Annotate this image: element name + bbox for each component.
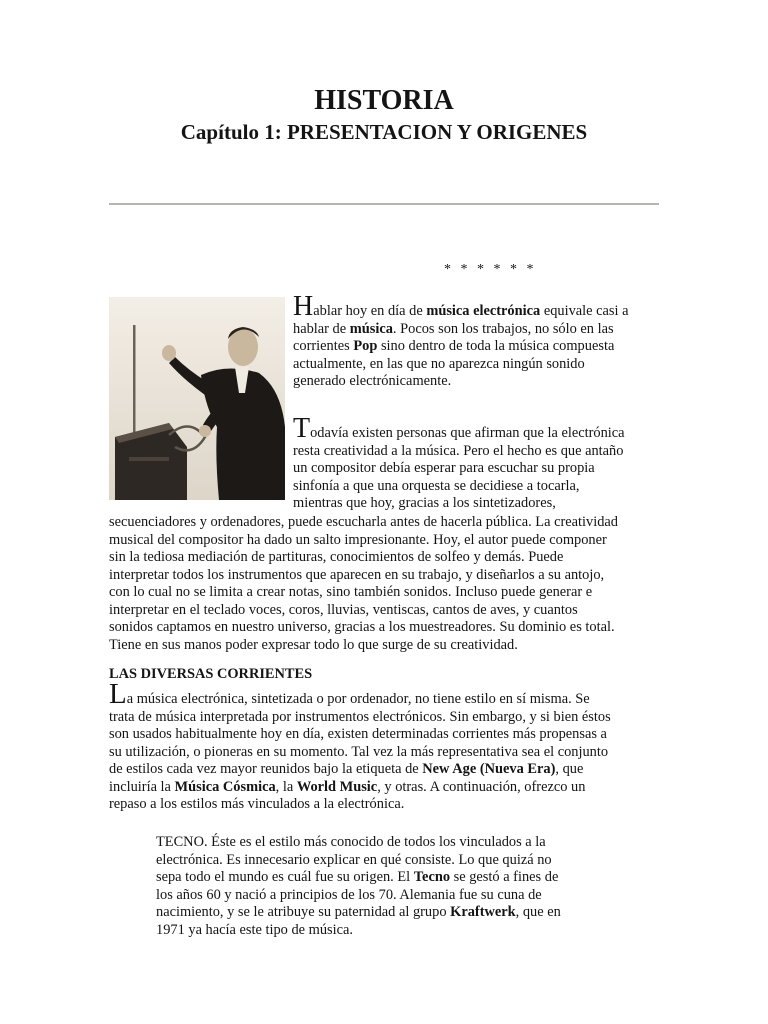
- creativity-line-2: resta creatividad a la música. Pero el hecho es que antaño: [293, 442, 624, 459]
- currents-line-4: su utilización, o pioneras en su momento. Tal vez la más representativa sea el conjunto: [109, 743, 609, 760]
- tecno-line-6: 1971 ya hacía este tipo de música.: [156, 921, 354, 938]
- text-run: hablar de: [293, 320, 350, 337]
- page-title: HISTORIA: [314, 85, 454, 116]
- drop-cap: H: [293, 291, 314, 322]
- creativity-line-12: sonidos captamos en nuestro universo, gracias a los muestreadores. Su dominio es total.: [109, 619, 615, 635]
- intro-line-5: generado electrónicamente.: [293, 373, 452, 389]
- creativity-line-5: mientras que hoy, gracias a los sintetizadores,: [293, 495, 556, 511]
- creativity-line-10: con lo cual no se limita a crear notas, sino también sonidos. Incluso puede generar e: [109, 584, 593, 600]
- currents-line-6: [109, 779, 649, 797]
- currents-line-2: trata de música interpretada por instrumentos electrónicos. Sin embargo, y si bien éstos: [109, 708, 611, 725]
- text-run: odavía existen personas que afirman que la electrónica: [310, 425, 625, 441]
- text-run: . Pocos son los trabajos, no sólo en las: [392, 320, 614, 337]
- creativity-line-1: [293, 413, 663, 444]
- chapter-subtitle: Capítulo 1: PRESENTACION Y ORIGENES: [180, 120, 588, 144]
- intro-paragraph: [293, 291, 663, 391]
- text-run: equivale casi a: [540, 303, 629, 319]
- horizontal-divider: [109, 203, 659, 205]
- creativity-paragraph-top: [293, 413, 663, 513]
- bold-term: música: [349, 320, 393, 337]
- text-run: a música electrónica, sintetizada o por ordenador, no tiene estilo en sí misma. Se: [126, 691, 590, 707]
- tecno-line-1: TECNO. Éste es el estilo más conocido de todos los vinculados a la: [156, 834, 546, 850]
- tecno-line-4: los años 60 y nació a principios de los 70. Alemania fue su cuna de: [156, 886, 542, 903]
- tecno-line-2: electrónica. Es innecesario explicar en qué consiste. Lo que quizá no: [156, 851, 552, 868]
- creativity-line-11: interpretar en el teclado voces, coros, lluvias, ventiscas, cantos de aves, y cuantos: [109, 601, 578, 618]
- text-run: , la: [275, 778, 297, 795]
- bold-term: Tecno: [413, 869, 451, 885]
- section-heading: LAS DIVERSAS CORRIENTES: [109, 666, 313, 682]
- text-run: sino dentro de toda la música compuesta: [377, 338, 615, 354]
- tecno-line-3: [156, 869, 596, 887]
- drop-cap: L: [109, 678, 127, 710]
- bold-term: música electrónica: [426, 303, 541, 319]
- bold-term: Kraftwerk: [450, 904, 516, 920]
- text-run: se gestó a fines de: [450, 869, 559, 885]
- tecno-line-5: [156, 904, 596, 922]
- currents-line-7: repaso a los estilos más vinculados a la electrónica.: [109, 796, 405, 812]
- text-run: sepa todo el mundo es cuál fue su origen. El: [156, 869, 414, 885]
- creativity-line-3: un compositor debía esperar para escuchar su propia: [293, 460, 595, 476]
- creativity-line-13: Tiene en sus manos poder expresar todo lo que surge de su creatividad.: [109, 636, 518, 653]
- creativity-paragraph-bottom: [109, 514, 665, 654]
- text-run: ablar hoy en día de: [313, 303, 427, 319]
- text-run: nacimiento, y se le atribuye su paternidad al grupo: [156, 904, 451, 920]
- intro-line-1: [293, 291, 663, 322]
- text-run: , que en: [515, 904, 561, 920]
- text-run: , que: [555, 761, 584, 777]
- intro-line-2: [293, 321, 663, 339]
- creativity-line-7: musical del compositor ha dado un salto impresionante. Hoy, el autor puede componer: [109, 531, 607, 548]
- currents-line-3: son usados habitualmente hoy en día, existen determinadas corrientes más propensas a: [109, 726, 607, 742]
- theremin-player-photo: [109, 297, 285, 500]
- creativity-line-6: secuenciadores y ordenadores, puede escucharla antes de hacerla pública. La creatividad: [109, 514, 619, 530]
- bold-term: Música Cósmica: [174, 778, 276, 795]
- intro-line-4: actualmente, en las que no aparezca ningún sonido: [293, 355, 585, 372]
- creativity-line-4: sinfonía a que una orquesta se decidiese a tocarla,: [293, 477, 580, 494]
- bold-term: New Age (Nueva Era): [422, 761, 556, 777]
- theremin-player-illustration: [109, 297, 285, 500]
- text-run: , y otras. A continuación, ofrezco un: [377, 778, 586, 795]
- tecno-paragraph: [156, 834, 596, 939]
- intro-line-3: [293, 338, 663, 356]
- currents-line-5: [109, 761, 649, 779]
- text-run: incluiría la: [109, 778, 175, 795]
- creativity-line-8: sin la tediosa mediación de partituras, conocimientos de solfeo y demás. Puede: [109, 549, 564, 565]
- drop-cap: T: [293, 413, 311, 444]
- bold-term: Pop: [353, 338, 378, 354]
- currents-line-1: [109, 678, 649, 710]
- currents-paragraph: [109, 678, 649, 814]
- creativity-line-9: interpretar todos los instrumentos que aparecen en su trabajo, y diseñarlos a su antojo,: [109, 566, 605, 583]
- section-separator: * * * * * *: [444, 262, 537, 277]
- text-run: de estilos cada vez mayor reunidos bajo la etiqueta de: [109, 761, 423, 777]
- bold-term: World Music: [296, 778, 378, 795]
- text-run: corrientes: [293, 338, 354, 354]
